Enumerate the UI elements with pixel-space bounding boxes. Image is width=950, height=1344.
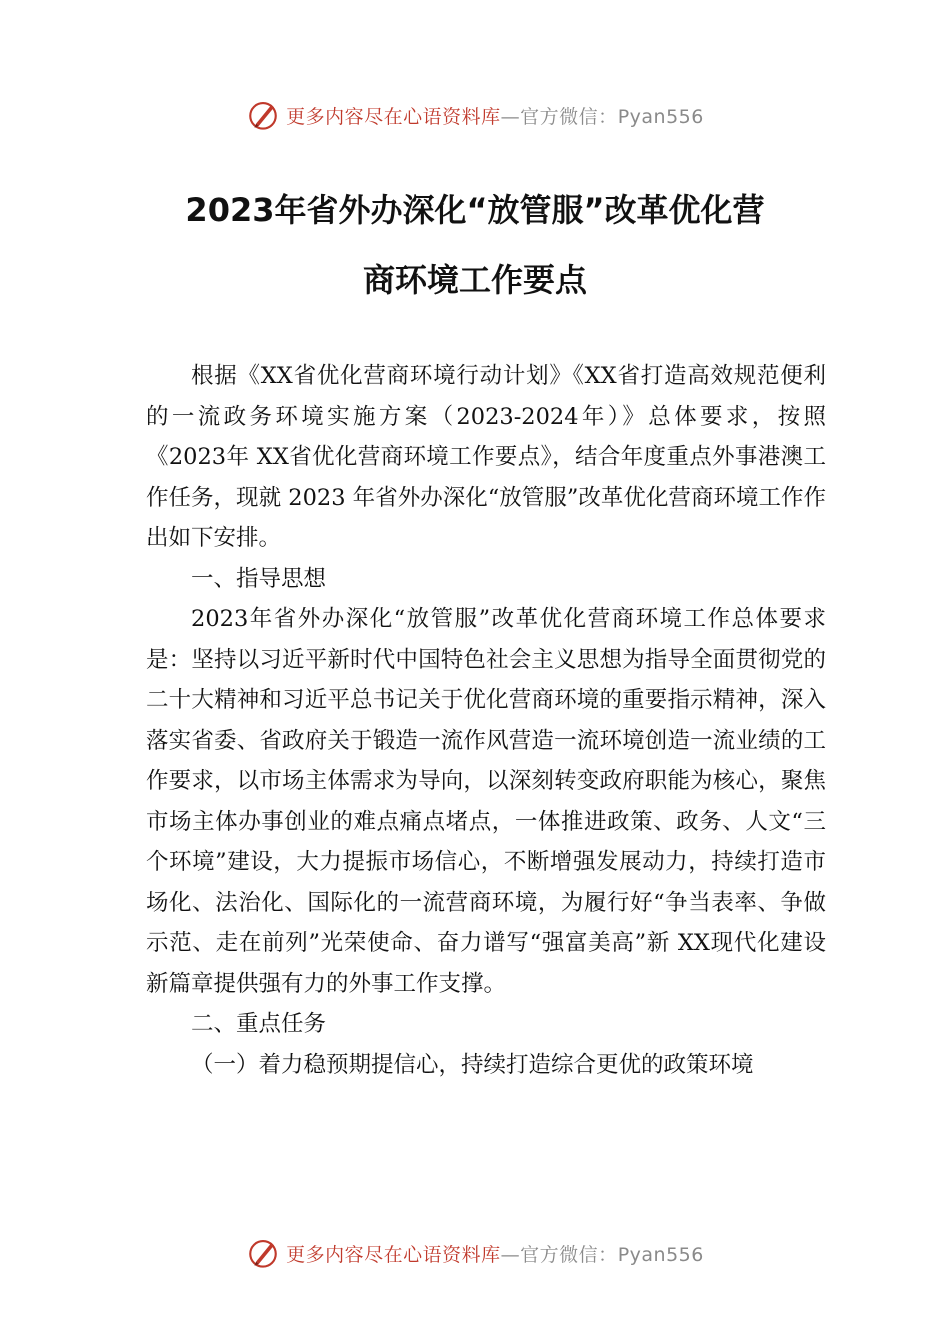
watermark-bottom	[0, 1233, 950, 1273]
pen-logo-icon	[246, 1236, 280, 1270]
title-line-2: 商环境工作要点	[362, 261, 587, 299]
watermark-account: Pyan556	[617, 1243, 704, 1266]
document-title	[100, 175, 850, 315]
paragraph-guiding-ideology: 2023年省外办深化“放管服”改革优化营商环境工作总体要求是：坚持以习近平新时代中国特色社会主义思想为指导全面贯彻党的二十大精神和习近平总书记关于优化营商环境的重要指示精神，深入落实省委、省政府关于锻造一流作风营造一流环境创造一流业绩的工作要求，以市场主体需求为导向，以深刻转变政府职能为核心，聚焦市场主体办事创业的难点痛点堵点，一体推进政策、政务、人文“三个环境”建设，大力提振市场信心，不断增强发展动力，持续打造市场化、法治化、国际化的一流营商环境，为履行好“争当表率、争做示范、走在前列”光荣使命、奋力谱写“强富美高”新 XX现代化建设新篇章提供强有力的外事工作支撑。	[146, 606, 826, 997]
document-body	[146, 356, 826, 1085]
watermark-top	[0, 95, 950, 135]
watermark-main: 更多内容尽在心语资料库	[286, 105, 501, 128]
watermark-separator: —官方微信：	[500, 105, 618, 128]
pen-logo-icon	[246, 98, 280, 132]
watermark-main: 更多内容尽在心语资料库	[286, 1243, 501, 1266]
watermark-separator: —官方微信：	[500, 1243, 618, 1266]
section-heading-key-tasks: 二、重点任务	[191, 1011, 327, 1037]
section-heading-guiding-ideology: 一、指导思想	[191, 565, 327, 592]
title-line-1: 2023年省外办深化“放管服”改革优化营	[185, 191, 765, 229]
paragraph-intro: 根据《XX省优化营商环境行动计划》《XX省打造高效规范便利的一流政务环境实施方案（2023-2024年）》总体要求，按照《2023年 XX省优化营商环境工作要点》，结合年度重点外事港澳工作任务，现就 2023 年省外办深化“放管服”改革优化营商环境工作作出如下安排。	[146, 363, 826, 551]
subsection-heading-1: （一）着力稳预期提信心，持续打造综合更优的政策环境	[191, 1051, 754, 1078]
watermark-account: Pyan556	[617, 105, 704, 128]
watermark-text	[286, 1240, 704, 1267]
watermark-text	[286, 102, 704, 129]
